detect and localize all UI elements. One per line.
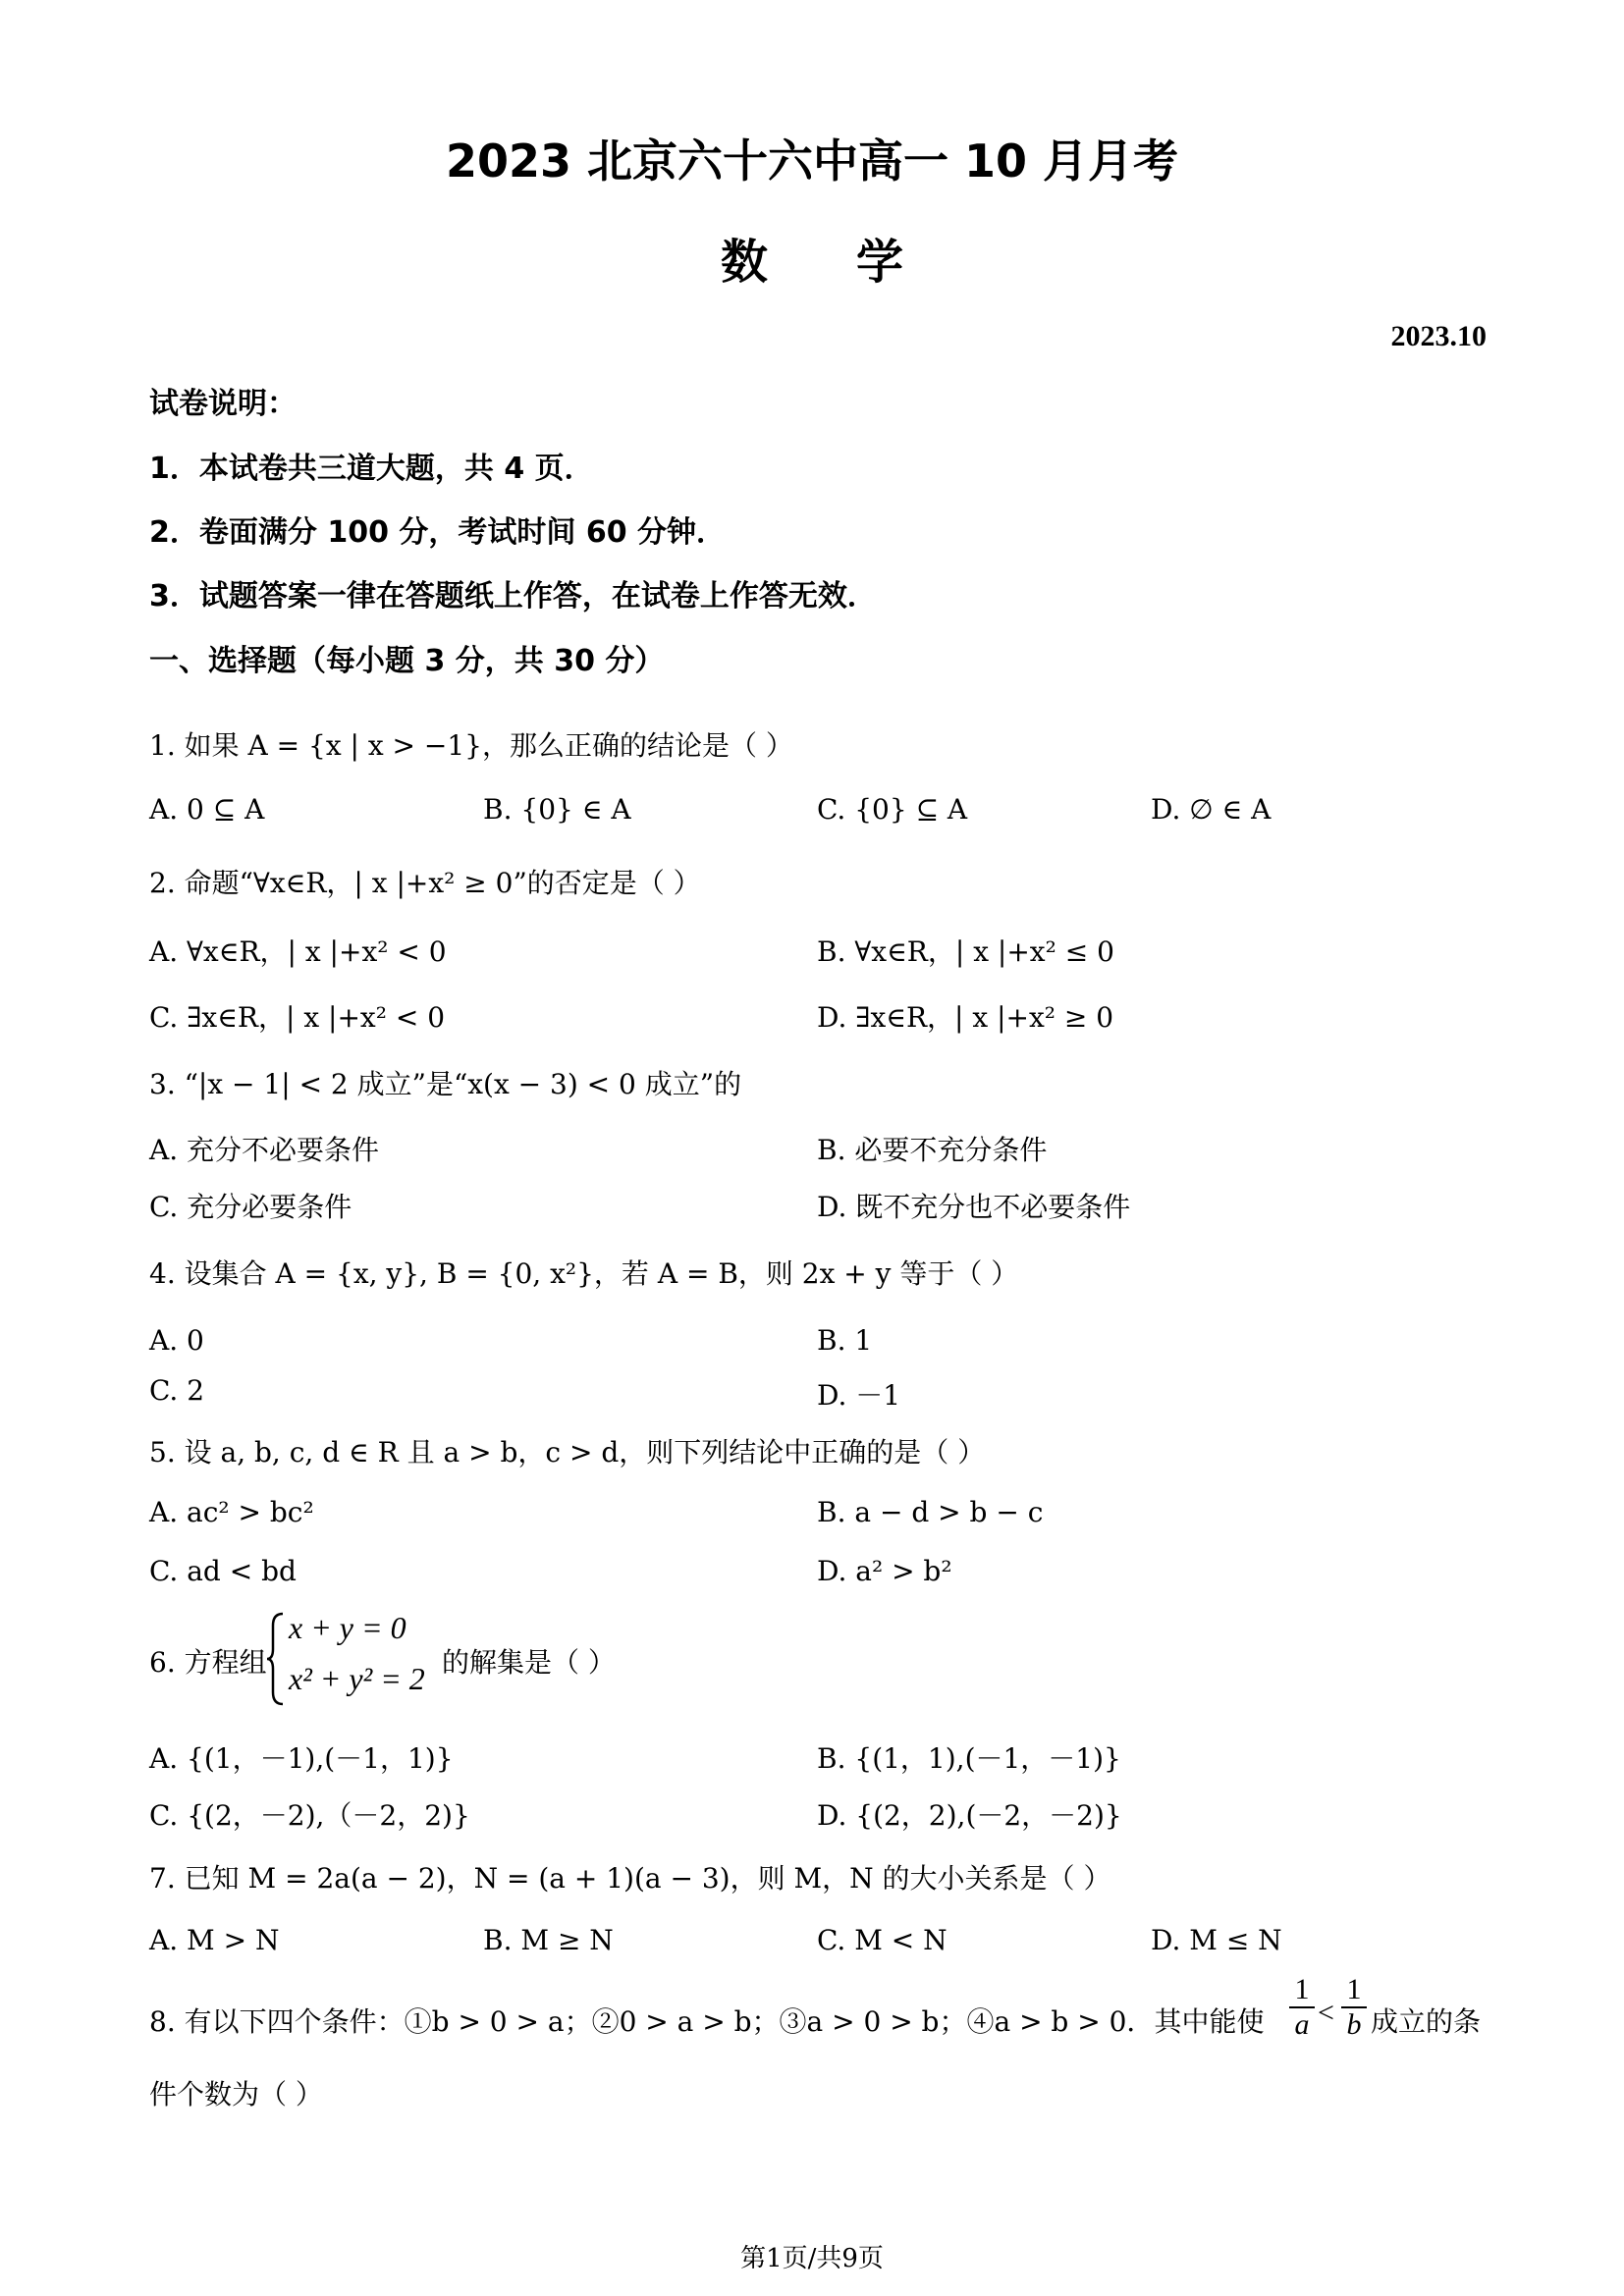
option-b: B. 必要不充分条件 [817, 1134, 1048, 1166]
exam-title: 2023 北京六十六中高一 10 月月考 [445, 134, 1179, 187]
option-a: A. 充分不必要条件 [149, 1134, 380, 1166]
option-c: C. ad < bd [149, 1555, 297, 1587]
question-stem-prefix: 8. 有以下四个条件：①b > 0 > a；②0 > a > b；③a > 0 > b；④a > b > 0．其中能使 [149, 2005, 1265, 2038]
option-d: D. a² > b² [817, 1555, 952, 1587]
option-d: D. －1 [817, 1379, 901, 1412]
question-stem: 4. 设集合 A = {x, y}, B = {0, x²}，若 A = B，则 2x + y 等于（ ） [149, 1257, 1019, 1290]
question-stem: 2. 命题“∀x∈R，| x |+x² ≥ 0”的否定是（ ） [149, 867, 701, 899]
option-a: A. ∀x∈R，| x |+x² < 0 [149, 935, 447, 968]
question-stem: 5. 设 a, b, c, d ∈ R 且 a > b，c > d，则下列结论中正确的是（ ） [149, 1436, 986, 1468]
fraction-right [1341, 1973, 1367, 2042]
section-heading: 一、选择题（每小题 3 分，共 30 分） [149, 644, 665, 678]
fraction-numerator: 1 [1346, 1973, 1362, 2005]
option-c: C. M < N [817, 1924, 947, 1956]
option-d: D. ∅ ∈ A [1151, 793, 1272, 826]
option-d: D. 既不充分也不必要条件 [817, 1191, 1131, 1223]
option-c: C. 2 [149, 1374, 205, 1407]
fraction-denominator: a [1289, 2006, 1315, 2042]
option-c: C. {0} ⊆ A [817, 793, 968, 826]
question-stem: 7. 已知 M = 2a(a − 2)，N = (a + 1)(a − 3)，则 M，N 的大小关系是（ ） [149, 1862, 1111, 1895]
left-brace-icon [265, 1610, 287, 1708]
option-c: C. ∃x∈R，| x |+x² < 0 [149, 1001, 446, 1034]
option-d: D. {(2，2),(－2，－2)} [817, 1799, 1122, 1832]
instruction-item: 3．试题答案一律在答题纸上作答，在试卷上作答无效． [149, 579, 877, 614]
exam-subject: 数学 [720, 235, 992, 290]
question-stem: 3. “|x − 1| < 2 成立”是“x(x − 3) < 0 成立”的 [149, 1068, 742, 1100]
option-b: B. M ≥ N [483, 1924, 614, 1956]
instructions-heading: 试卷说明： [149, 387, 297, 421]
option-d: D. ∃x∈R，| x |+x² ≥ 0 [817, 1001, 1114, 1034]
question-stem-prefix: 6. 方程组 [149, 1646, 267, 1679]
fraction-numerator: 1 [1294, 1973, 1310, 2005]
page-footer: 第1页/共9页 [740, 2244, 884, 2273]
option-b: B. {(1，1),(－1，－1)} [817, 1742, 1121, 1775]
option-b: B. a − d > b − c [817, 1496, 1044, 1528]
question-stem: 1. 如果 A = {x | x > −1}，那么正确的结论是（ ） [149, 729, 793, 762]
option-b: B. 1 [817, 1324, 873, 1357]
fraction-denominator: b [1341, 2006, 1367, 2042]
question-stem-suffix: 的解集是（ ） [442, 1646, 616, 1679]
system-equation: x + y = 0 [289, 1610, 406, 1645]
instruction-item: 1．本试卷共三道大题，共 4 页． [149, 452, 594, 486]
option-a: A. 0 ⊆ A [149, 793, 265, 826]
option-b: B. ∀x∈R，| x |+x² ≤ 0 [817, 935, 1114, 968]
system-equation: x² + y² = 2 [289, 1661, 425, 1696]
option-a: A. {(1，－1),(－1，1)} [149, 1742, 454, 1775]
instruction-item: 2．卷面满分 100 分，考试时间 60 分钟． [149, 515, 727, 550]
question-stem-line2: 件个数为（ ） [149, 2078, 323, 2110]
option-b: B. {0} ∈ A [483, 793, 631, 826]
exam-date: 2023.10 [1390, 320, 1487, 352]
fraction-operator: < [1318, 1997, 1334, 2029]
question-stem-suffix: 成立的条 [1371, 2005, 1482, 2038]
option-c: C. {(2，－2),（－2，2)} [149, 1799, 470, 1832]
option-c: C. 充分必要条件 [149, 1191, 352, 1223]
option-a: A. 0 [149, 1324, 204, 1357]
fraction-left [1289, 1973, 1315, 2042]
option-a: A. M > N [149, 1924, 280, 1956]
option-a: A. ac² > bc² [149, 1496, 314, 1528]
option-d: D. M ≤ N [1151, 1924, 1282, 1956]
